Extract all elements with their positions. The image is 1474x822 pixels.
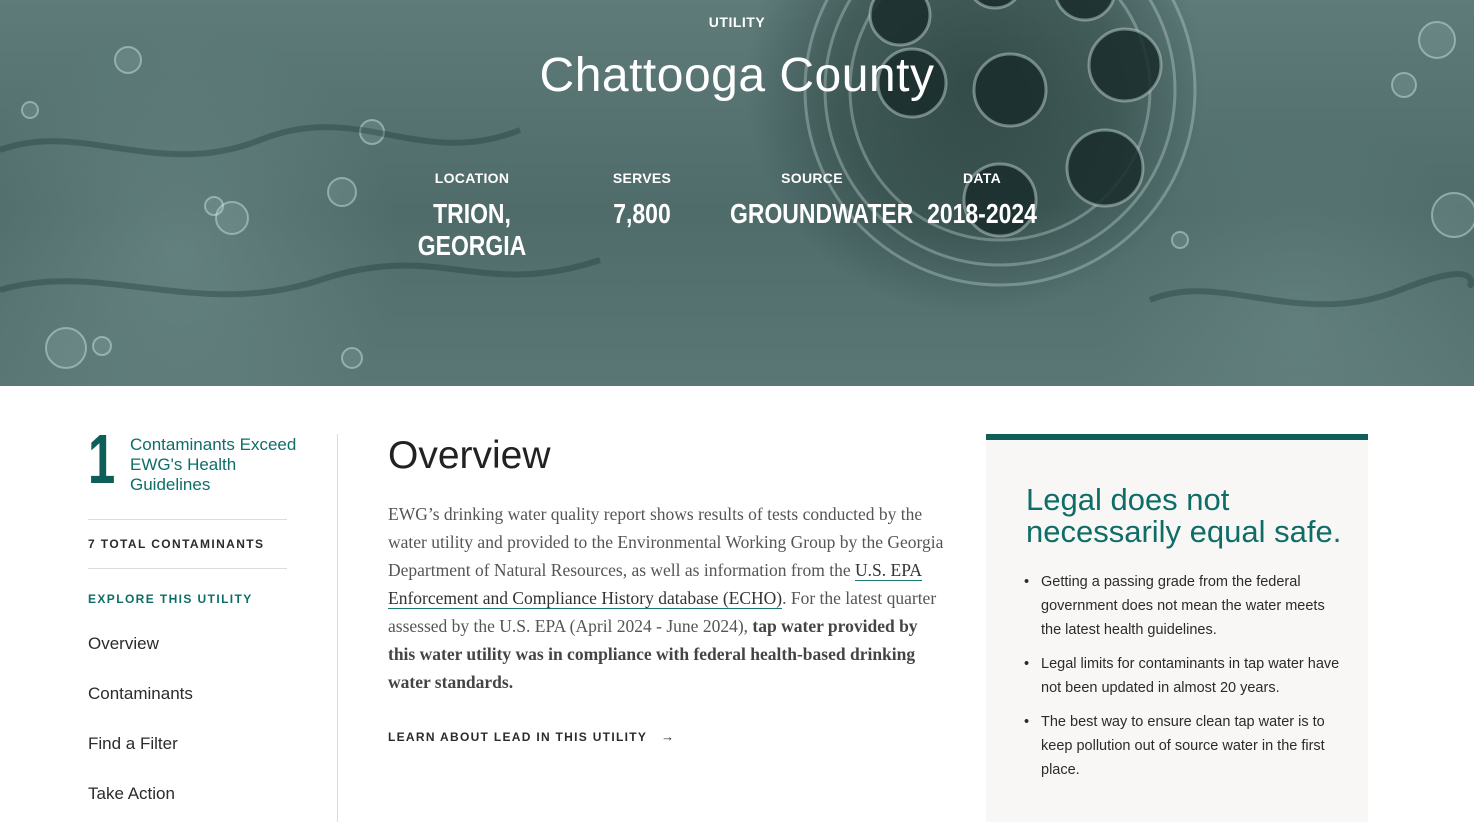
stat-label: SERVES: [612, 170, 672, 186]
list-item: [1022, 570, 1342, 642]
page-title: Chattooga County: [539, 49, 935, 102]
list-item: [1022, 652, 1342, 700]
nav-item-find-a-filter[interactable]: Find a Filter: [88, 734, 178, 753]
stat-label: LOCATION: [434, 170, 510, 186]
nav-item-overview[interactable]: Overview: [88, 634, 159, 653]
bullet-icon: •: [1024, 714, 1030, 730]
stat-value: GROUNDWATER: [730, 198, 914, 229]
column-divider: [337, 434, 338, 822]
stat-label: DATA: [962, 170, 1001, 186]
stat-value: TRION, GEORGIA: [417, 198, 527, 261]
divider: [88, 519, 287, 520]
learn-about-lead-link[interactable]: [388, 729, 675, 744]
overview-text: EWG’s drinking water quality report shows results of tests conducted by the water utility and provided to the Environmental Working Group by the Georgia Department of Natural Resources, as well as information from the: [388, 504, 944, 580]
contaminant-count-summary: [88, 420, 297, 498]
list-item: [1022, 710, 1342, 782]
stat-label: SOURCE: [781, 170, 843, 186]
callout-title: Legal does not necessarily equal safe.: [1026, 482, 1342, 549]
lead-link-label: LEARN ABOUT LEAD IN THIS UTILITY: [388, 730, 648, 744]
overview-text: . For the latest quarter assessed by the U.S. EPA (April 2024 - June 2024),: [388, 588, 937, 636]
total-contaminants: 7 TOTAL CONTAMINANTS: [88, 537, 265, 551]
stat-value: 2018-2024: [927, 198, 1037, 229]
nav-item-contaminants[interactable]: Contaminants: [88, 684, 193, 703]
bullet-icon: •: [1024, 574, 1030, 590]
legal-vs-safe-callout: [986, 434, 1368, 822]
arrow-right-icon: →: [661, 729, 676, 744]
list-item-text: Legal limits for contaminants in tap water have not been updated in almost 20 years.: [1041, 656, 1340, 696]
list-item-text: The best way to ensure clean tap water is to keep pollution out of source water in the first place.: [1041, 714, 1325, 778]
exceeding-count: 1: [88, 420, 116, 498]
hero-eyebrow: UTILITY: [708, 14, 766, 30]
bullet-icon: •: [1024, 656, 1030, 672]
stat-value: 7,800: [613, 198, 671, 229]
section-title: Overview: [388, 434, 551, 477]
utility-hero: [0, 0, 1474, 386]
echo-database-link[interactable]: U.S. EPA Enforcement and Compliance History database (ECHO): [388, 560, 922, 608]
compliance-statement: tap water provided by this water utility was in compliance with federal health-based drinking water standards.: [388, 616, 918, 692]
divider: [88, 568, 287, 569]
callout-list: [1022, 570, 1342, 792]
overview-paragraph: [388, 500, 948, 696]
exceeding-count-label: Contaminants Exceed EWG's Health Guidelines: [130, 435, 297, 494]
explore-heading: EXPLORE THIS UTILITY: [88, 592, 253, 606]
list-item-text: Getting a passing grade from the federal government does not mean the water meets the latest health guidelines.: [1041, 574, 1325, 638]
nav-item-take-action[interactable]: Take Action: [88, 784, 175, 803]
stat-data: [882, 170, 1082, 230]
